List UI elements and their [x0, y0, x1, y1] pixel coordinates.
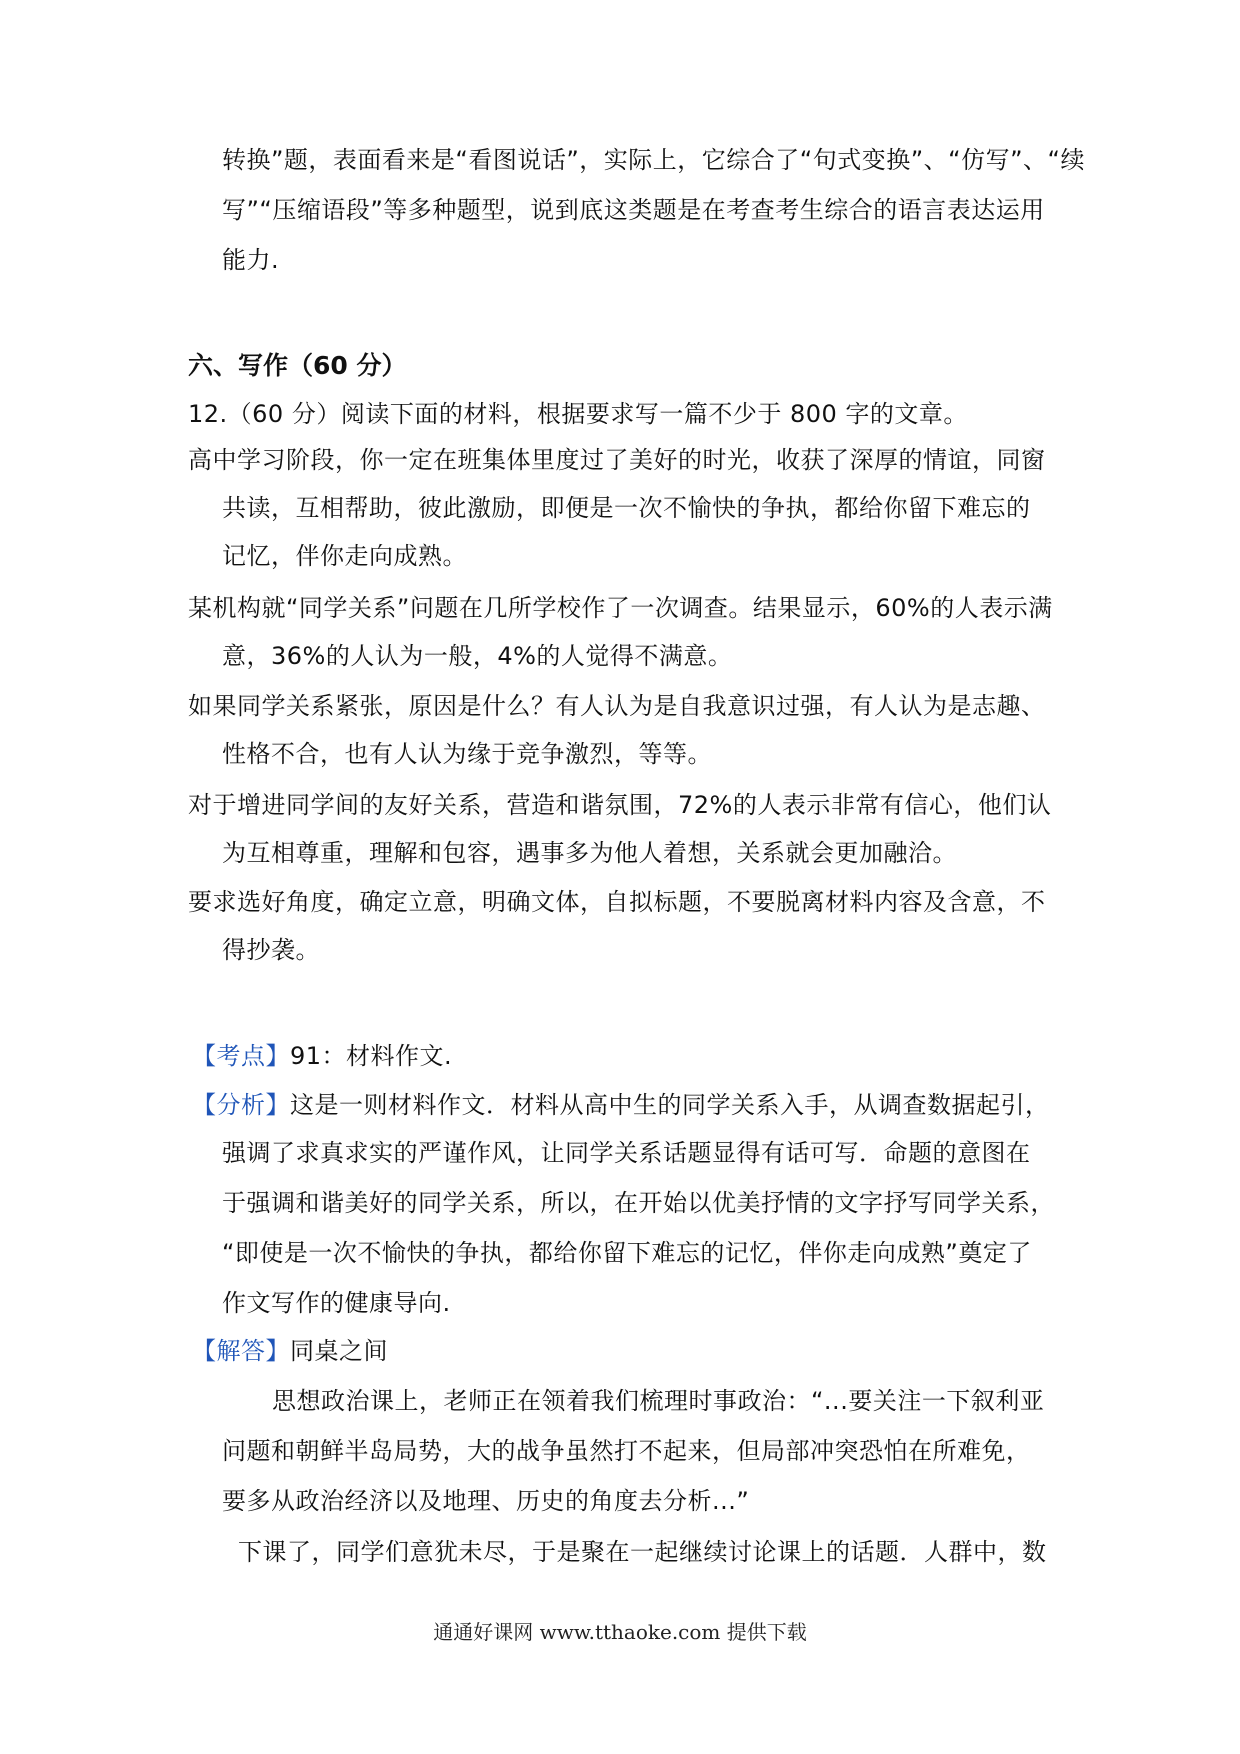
jieda-line — [192, 1331, 388, 1371]
fenxi-line: 强调了求真求实的严谨作风，让同学关系话题显得有话可写．命题的意图在 — [222, 1139, 1031, 1167]
fenxi-line: 于强调和谐美好的同学关系，所以，在开始以优美抒情的文字抒写同学关系， — [222, 1189, 1055, 1217]
material-line: 记忆，伴你走向成熟。 — [222, 542, 467, 570]
material-line: 为互相尊重，理解和包容，遇事多为他人着想，关系就会更加融洽。 — [222, 839, 957, 867]
essay-line: 要多从政治经济以及地理、历史的角度去分析...” — [222, 1487, 750, 1515]
fenxi-tag: 【分析】 — [192, 1091, 290, 1119]
essay-line: 下课了，同学们意犹未尽，于是聚在一起继续讨论课上的话题．人群中，数 — [238, 1538, 1047, 1566]
fenxi-line — [192, 1085, 1050, 1125]
material-line: 某机构就“同学关系”问题在几所学校作了一次调查。结果显示，60%的人表示满 — [188, 594, 1053, 622]
fenxi-text: 这是一则材料作文．材料从高中生的同学关系入手，从调查数据起引， — [290, 1091, 1050, 1119]
essay-line: 思想政治课上，老师正在领着我们梳理时事政治：“...要关注一下叙利亚 — [272, 1387, 1045, 1415]
intro-line: 写”“压缩语段”等多种题型，说到底这类题是在考查考生综合的语言表达运用 — [222, 196, 1045, 224]
material-line: 意，36%的人认为一般，4%的人觉得不满意。 — [222, 642, 733, 670]
jieda-tag: 【解答】 — [192, 1337, 290, 1365]
intro-line: 转换”题，表面看来是“看图说话”，实际上，它综合了“句式变换”、“仿写”、“续 — [222, 146, 1085, 174]
intro-line: 能力. — [222, 246, 280, 274]
essay-line: 问题和朝鲜半岛局势，大的战争虽然打不起来，但局部冲突恐怕在所难免， — [222, 1437, 1031, 1465]
section-heading: 六、写作（60 分） — [188, 351, 407, 380]
kaodian-text: 91：材料作文. — [290, 1042, 453, 1070]
kaodian-tag: 【考点】 — [192, 1042, 290, 1070]
fenxi-line: 作文写作的健康导向. — [222, 1289, 451, 1317]
material-line: 如果同学关系紧张，原因是什么？有人认为是自我意识过强，有人认为是志趣、 — [188, 692, 1046, 720]
essay-title: 同桌之间 — [290, 1337, 388, 1365]
material-line: 性格不合，也有人认为缘于竞争激烈，等等。 — [222, 740, 712, 768]
material-line: 共读，互相帮助，彼此激励，即便是一次不愉快的争执，都给你留下难忘的 — [222, 494, 1031, 522]
kaodian-line — [192, 1036, 452, 1076]
material-line: 高中学习阶段，你一定在班集体里度过了美好的时光，收获了深厚的情谊，同窗 — [188, 446, 1046, 474]
material-line: 得抄袭。 — [222, 936, 320, 964]
footer-text: 通通好课网 www.tthaoke.com 提供下载 — [433, 1620, 807, 1644]
material-line: 对于增进同学间的友好关系，营造和谐氛围，72%的人表示非常有信心，他们认 — [188, 791, 1052, 819]
fenxi-line: “即使是一次不愉快的争执，都给你留下难忘的记忆，伴你走向成熟”奠定了 — [222, 1239, 1032, 1267]
question-stem: 12.（60 分）阅读下面的材料，根据要求写一篇不少于 800 字的文章。 — [188, 400, 968, 428]
material-line: 要求选好角度，确定立意，明确文体，自拟标题，不要脱离材料内容及含意，不 — [188, 888, 1046, 916]
